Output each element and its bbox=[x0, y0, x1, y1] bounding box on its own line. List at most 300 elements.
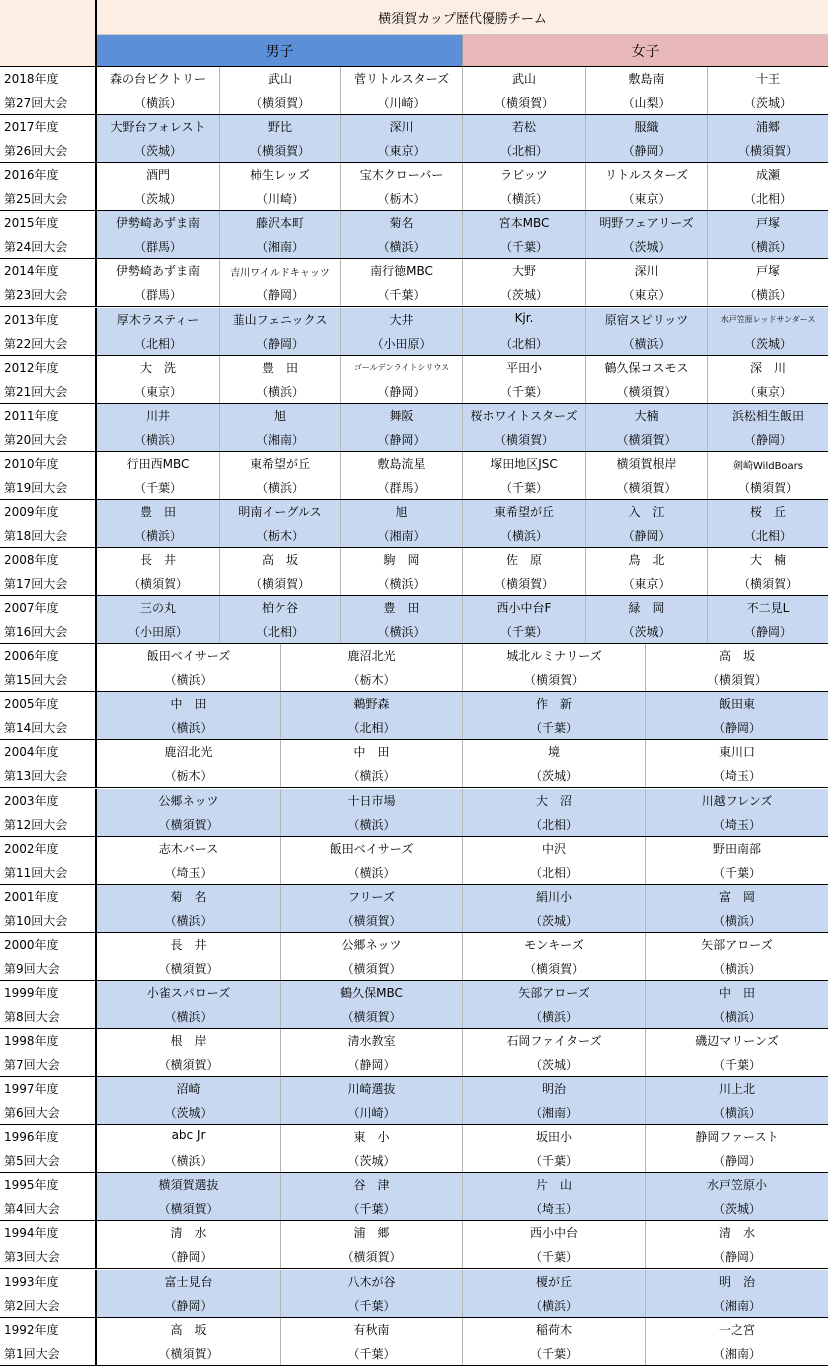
team-cell[interactable] bbox=[97, 259, 220, 306]
team-cell[interactable] bbox=[97, 789, 281, 836]
year-label: 1993年度 bbox=[4, 1274, 59, 1289]
team-cell[interactable] bbox=[341, 548, 463, 595]
team-name: 矢部アローズ bbox=[518, 985, 590, 1000]
team-prefecture: （横須賀） bbox=[341, 1250, 402, 1265]
men-header[interactable]: 男子 bbox=[97, 35, 463, 67]
team-cell[interactable] bbox=[463, 163, 586, 210]
team-name: 十日市場 bbox=[347, 793, 396, 808]
round-label: 第24回大会 bbox=[4, 240, 68, 255]
team-prefecture: （横浜） bbox=[377, 577, 426, 591]
year-label-cell[interactable] bbox=[0, 211, 97, 258]
year-label-cell[interactable] bbox=[0, 259, 97, 306]
team-prefecture: （横須賀） bbox=[737, 480, 798, 495]
round-label: 第7回大会 bbox=[4, 1058, 60, 1072]
team-prefecture: （横浜） bbox=[529, 1298, 578, 1313]
team-name: ゴールデンライトシリウス bbox=[353, 362, 450, 372]
team-cell[interactable] bbox=[220, 356, 341, 403]
team-cell[interactable] bbox=[97, 67, 220, 114]
team-cell[interactable] bbox=[463, 933, 646, 980]
team-name: 高 坂 bbox=[261, 553, 298, 567]
team-name: 浦 郷 bbox=[353, 1226, 390, 1241]
team-cell[interactable] bbox=[97, 356, 220, 403]
team-cell[interactable] bbox=[463, 1221, 646, 1268]
year-label-cell[interactable] bbox=[0, 1125, 97, 1172]
year-label-cell[interactable] bbox=[0, 885, 97, 932]
team-prefecture: （茨城） bbox=[133, 192, 182, 207]
team-cell[interactable] bbox=[646, 981, 828, 1028]
round-label: 第5回大会 bbox=[4, 1154, 60, 1169]
table-row bbox=[0, 789, 828, 837]
team-name: 東希望が丘 bbox=[249, 456, 310, 471]
round-label: 第9回大会 bbox=[4, 961, 60, 976]
team-cell[interactable] bbox=[646, 789, 828, 836]
team-prefecture: （栃木） bbox=[255, 528, 304, 543]
team-name: 豊 田 bbox=[383, 601, 420, 616]
team-cell[interactable] bbox=[463, 1125, 646, 1172]
team-cell[interactable] bbox=[281, 1318, 463, 1365]
team-name: 飯田東 bbox=[718, 697, 755, 712]
team-name: 沼崎 bbox=[176, 1082, 201, 1097]
team-prefecture: （静岡） bbox=[377, 432, 426, 447]
table-row bbox=[0, 1221, 828, 1269]
year-label-cell[interactable] bbox=[0, 404, 97, 451]
team-cell[interactable] bbox=[463, 981, 646, 1028]
team-name: 富士見台 bbox=[164, 1274, 213, 1289]
team-cell[interactable] bbox=[463, 67, 586, 114]
team-name: 大野 bbox=[511, 264, 536, 279]
team-name: 清水教室 bbox=[347, 1034, 396, 1048]
year-label-cell[interactable] bbox=[0, 837, 97, 884]
team-cell[interactable] bbox=[463, 500, 586, 547]
team-name: 森の台ビクトリー bbox=[109, 72, 206, 86]
team-cell[interactable] bbox=[97, 1221, 281, 1268]
year-label: 2013年度 bbox=[4, 312, 59, 327]
team-cell[interactable] bbox=[97, 452, 220, 499]
team-cell[interactable] bbox=[220, 211, 341, 258]
team-cell[interactable] bbox=[463, 837, 646, 884]
team-cell[interactable] bbox=[708, 211, 828, 258]
team-name: 清 水 bbox=[170, 1226, 207, 1241]
team-name: 南行徳MBC bbox=[370, 264, 433, 279]
team-cell[interactable] bbox=[341, 211, 463, 258]
team-cell[interactable] bbox=[708, 500, 828, 547]
team-cell[interactable] bbox=[281, 933, 463, 980]
table-row bbox=[0, 1173, 828, 1221]
team-prefecture: （千葉） bbox=[499, 384, 548, 399]
team-cell[interactable] bbox=[341, 115, 463, 162]
team-cell[interactable] bbox=[220, 115, 341, 162]
table-row bbox=[0, 163, 828, 211]
team-cell[interactable] bbox=[646, 1077, 828, 1124]
round-label: 第19回大会 bbox=[4, 480, 68, 495]
year-label-cell[interactable] bbox=[0, 692, 97, 739]
team-name: 服織 bbox=[634, 120, 659, 135]
year-label-cell[interactable] bbox=[0, 1077, 97, 1124]
team-cell[interactable] bbox=[708, 404, 828, 451]
team-prefecture: （埼玉） bbox=[529, 1202, 578, 1217]
table-row bbox=[0, 837, 828, 885]
team-cell[interactable] bbox=[708, 452, 828, 499]
team-prefecture: （茨城） bbox=[622, 625, 671, 640]
team-cell[interactable] bbox=[281, 644, 463, 691]
team-name: 三の丸 bbox=[139, 601, 176, 616]
team-prefecture: （横須賀） bbox=[493, 577, 554, 591]
table-title[interactable]: 横須賀カップ歴代優勝チーム bbox=[97, 0, 828, 35]
team-cell[interactable] bbox=[97, 1029, 281, 1076]
round-label: 第1回大会 bbox=[4, 1346, 60, 1361]
team-cell[interactable] bbox=[97, 211, 220, 258]
team-cell[interactable] bbox=[586, 67, 708, 114]
round-label: 第10回大会 bbox=[4, 913, 68, 928]
team-cell[interactable] bbox=[646, 933, 828, 980]
team-cell[interactable] bbox=[97, 500, 220, 547]
team-prefecture: （茨城） bbox=[529, 913, 578, 928]
team-cell[interactable] bbox=[97, 1270, 281, 1317]
table-row bbox=[0, 644, 828, 692]
team-name: 境 bbox=[547, 745, 560, 760]
team-prefecture: （千葉） bbox=[499, 240, 548, 255]
team-cell[interactable] bbox=[463, 115, 586, 162]
team-cell[interactable] bbox=[708, 356, 828, 403]
team-cell[interactable] bbox=[646, 692, 828, 739]
team-prefecture: （静岡） bbox=[622, 144, 671, 159]
year-label-cell[interactable] bbox=[0, 548, 97, 595]
year-label-cell[interactable] bbox=[0, 500, 97, 547]
team-prefecture: （茨城） bbox=[743, 96, 792, 110]
team-prefecture: （横須賀） bbox=[493, 432, 554, 447]
team-prefecture: （北相） bbox=[499, 336, 548, 351]
team-name: 川越フレンズ bbox=[701, 793, 773, 808]
team-cell[interactable] bbox=[97, 548, 220, 595]
team-cell[interactable] bbox=[281, 837, 463, 884]
team-prefecture: （千葉） bbox=[529, 1250, 578, 1265]
team-name: 榎が丘 bbox=[535, 1274, 572, 1289]
team-cell[interactable] bbox=[463, 692, 646, 739]
team-cell[interactable] bbox=[281, 1173, 463, 1220]
team-prefecture: （横須賀） bbox=[616, 432, 677, 447]
team-prefecture: （山梨） bbox=[622, 96, 671, 110]
team-cell[interactable] bbox=[97, 885, 281, 932]
team-name: 川上北 bbox=[718, 1082, 755, 1097]
team-name: 大 楠 bbox=[749, 553, 786, 567]
team-cell[interactable] bbox=[97, 644, 281, 691]
year-label-cell[interactable] bbox=[0, 163, 97, 210]
team-cell[interactable] bbox=[97, 933, 281, 980]
team-prefecture: （横浜） bbox=[529, 1009, 578, 1024]
team-name: 中 田 bbox=[170, 697, 207, 712]
team-cell[interactable] bbox=[341, 259, 463, 306]
team-cell[interactable] bbox=[463, 789, 646, 836]
year-label: 1994年度 bbox=[4, 1226, 59, 1241]
team-prefecture: （静岡） bbox=[622, 528, 671, 543]
team-cell[interactable] bbox=[646, 1029, 828, 1076]
team-name: 稲荷木 bbox=[535, 1322, 572, 1337]
team-prefecture: （横浜） bbox=[622, 336, 671, 351]
team-prefecture: （静岡） bbox=[712, 1154, 761, 1169]
year-label: 2014年度 bbox=[4, 264, 59, 279]
table-row bbox=[0, 1029, 828, 1077]
team-cell[interactable] bbox=[281, 1221, 463, 1268]
team-prefecture: （群馬） bbox=[133, 240, 182, 255]
team-cell[interactable] bbox=[463, 356, 586, 403]
team-prefecture: （横浜） bbox=[499, 528, 548, 543]
team-cell[interactable] bbox=[97, 1125, 281, 1172]
team-cell[interactable] bbox=[463, 452, 586, 499]
team-name: 鹿沼北光 bbox=[347, 649, 396, 664]
team-cell[interactable] bbox=[97, 115, 220, 162]
team-name: 藤沢本町 bbox=[255, 216, 304, 231]
team-cell[interactable] bbox=[646, 837, 828, 884]
team-prefecture: （千葉） bbox=[347, 1202, 396, 1217]
team-prefecture: （東京） bbox=[377, 144, 426, 159]
team-cell[interactable] bbox=[463, 644, 646, 691]
team-cell[interactable] bbox=[220, 452, 341, 499]
team-cell[interactable] bbox=[341, 67, 463, 114]
team-cell[interactable] bbox=[220, 404, 341, 451]
team-cell[interactable] bbox=[97, 981, 281, 1028]
team-name: 柿生レッズ bbox=[250, 168, 310, 183]
round-label: 第16回大会 bbox=[4, 625, 68, 640]
team-cell[interactable] bbox=[341, 596, 463, 643]
year-label-cell[interactable] bbox=[0, 308, 97, 355]
team-name: 公郷ネッツ bbox=[158, 793, 219, 808]
team-cell[interactable] bbox=[97, 404, 220, 451]
team-prefecture: （茨城） bbox=[347, 1154, 396, 1169]
team-prefecture: （千葉） bbox=[377, 288, 426, 303]
team-name: 水戸笠原小 bbox=[706, 1178, 767, 1193]
year-label-cell[interactable] bbox=[0, 740, 97, 787]
team-name: 舞阪 bbox=[389, 408, 414, 423]
team-cell[interactable] bbox=[646, 740, 828, 787]
team-name: 鵜野森 bbox=[353, 697, 390, 712]
year-label: 1997年度 bbox=[4, 1082, 59, 1097]
year-label: 2007年度 bbox=[4, 601, 59, 616]
team-name: 中 田 bbox=[353, 745, 390, 760]
team-cell[interactable] bbox=[586, 452, 708, 499]
team-name: 根 岸 bbox=[170, 1034, 207, 1048]
team-prefecture: （北相） bbox=[529, 865, 578, 880]
table-row bbox=[0, 1318, 828, 1366]
team-cell[interactable] bbox=[463, 308, 586, 355]
year-label-cell[interactable] bbox=[0, 356, 97, 403]
team-cell[interactable] bbox=[220, 548, 341, 595]
team-cell[interactable] bbox=[341, 500, 463, 547]
team-prefecture: （横須賀） bbox=[523, 673, 584, 688]
team-cell[interactable] bbox=[97, 837, 281, 884]
team-cell[interactable] bbox=[281, 789, 463, 836]
team-cell[interactable] bbox=[586, 211, 708, 258]
team-cell[interactable] bbox=[646, 1125, 828, 1172]
year-label-cell[interactable] bbox=[0, 1221, 97, 1268]
team-cell[interactable] bbox=[708, 548, 828, 595]
team-prefecture: （茨城） bbox=[499, 288, 548, 303]
team-prefecture: （横浜） bbox=[133, 96, 182, 110]
team-cell[interactable] bbox=[220, 163, 341, 210]
team-cell[interactable] bbox=[220, 67, 341, 114]
team-cell[interactable] bbox=[97, 740, 281, 787]
team-cell[interactable] bbox=[646, 1173, 828, 1220]
team-name: 飯田ベイサーズ bbox=[146, 649, 231, 664]
team-cell[interactable] bbox=[646, 644, 828, 691]
women-header[interactable]: 女子 bbox=[463, 35, 828, 67]
year-label-cell[interactable] bbox=[0, 981, 97, 1028]
year-label: 2016年度 bbox=[4, 168, 59, 183]
team-cell[interactable] bbox=[220, 259, 341, 306]
team-prefecture: （茨城） bbox=[712, 1202, 761, 1217]
team-name: 武山 bbox=[267, 72, 292, 86]
team-cell[interactable] bbox=[708, 67, 828, 114]
team-cell[interactable] bbox=[708, 259, 828, 306]
team-cell[interactable] bbox=[281, 1270, 463, 1317]
team-prefecture: （群馬） bbox=[133, 288, 182, 303]
team-prefecture: （横浜） bbox=[499, 192, 548, 207]
team-prefecture: （北相） bbox=[499, 144, 548, 159]
team-name: 柏ケ谷 bbox=[261, 601, 298, 616]
team-name: 菊名 bbox=[389, 216, 414, 231]
year-label: 2018年度 bbox=[4, 72, 59, 86]
team-cell[interactable] bbox=[463, 885, 646, 932]
team-cell[interactable] bbox=[281, 1029, 463, 1076]
team-name: リトルスターズ bbox=[604, 168, 689, 183]
year-label-cell[interactable] bbox=[0, 1270, 97, 1317]
team-cell[interactable] bbox=[708, 596, 828, 643]
team-cell[interactable] bbox=[463, 1318, 646, 1365]
table-row bbox=[0, 1270, 828, 1318]
team-name: 十王 bbox=[755, 72, 780, 86]
team-cell[interactable] bbox=[281, 1125, 463, 1172]
team-cell[interactable] bbox=[97, 596, 220, 643]
team-cell[interactable] bbox=[586, 548, 708, 595]
team-cell[interactable] bbox=[463, 1029, 646, 1076]
team-name: 小雀スパローズ bbox=[146, 985, 231, 1000]
team-cell[interactable] bbox=[708, 163, 828, 210]
team-cell[interactable] bbox=[341, 163, 463, 210]
team-name: 桜 丘 bbox=[749, 504, 786, 519]
team-cell[interactable] bbox=[463, 259, 586, 306]
team-cell[interactable] bbox=[97, 308, 220, 355]
team-cell[interactable] bbox=[281, 981, 463, 1028]
team-name: 絹川小 bbox=[535, 889, 572, 904]
team-name: 明野フェアリーズ bbox=[599, 216, 694, 231]
year-label: 2009年度 bbox=[4, 504, 59, 519]
team-cell[interactable] bbox=[97, 692, 281, 739]
team-name: 剣崎WildBoars bbox=[733, 460, 803, 472]
team-cell[interactable] bbox=[281, 1077, 463, 1124]
team-name: 磯辺マリーンズ bbox=[695, 1034, 779, 1048]
year-label-cell[interactable] bbox=[0, 1029, 97, 1076]
team-name: 有秋南 bbox=[353, 1322, 390, 1337]
team-prefecture: （北相） bbox=[133, 336, 182, 351]
team-prefecture: （横須賀） bbox=[158, 1346, 219, 1361]
team-cell[interactable] bbox=[586, 596, 708, 643]
team-cell[interactable] bbox=[341, 452, 463, 499]
table-row bbox=[0, 404, 828, 452]
team-prefecture: （横浜） bbox=[164, 1154, 213, 1169]
year-label-cell[interactable] bbox=[0, 67, 97, 114]
team-cell[interactable] bbox=[220, 596, 341, 643]
team-name: 戸塚 bbox=[755, 216, 780, 231]
team-name: 大 沼 bbox=[535, 793, 572, 808]
team-prefecture: （東京） bbox=[622, 577, 671, 591]
team-cell[interactable] bbox=[586, 115, 708, 162]
team-name: 入 江 bbox=[628, 504, 665, 519]
team-cell[interactable] bbox=[281, 885, 463, 932]
team-cell[interactable] bbox=[646, 1270, 828, 1317]
team-cell[interactable] bbox=[463, 596, 586, 643]
team-cell[interactable] bbox=[281, 740, 463, 787]
team-prefecture: （栃木） bbox=[164, 769, 213, 784]
year-label: 2005年度 bbox=[4, 697, 59, 712]
year-label-cell[interactable] bbox=[0, 1173, 97, 1220]
team-prefecture: （横須賀） bbox=[158, 817, 219, 832]
year-label: 1999年度 bbox=[4, 985, 59, 1000]
team-name: 鳥 北 bbox=[628, 553, 665, 567]
team-prefecture: （小田原） bbox=[127, 625, 188, 640]
team-cell[interactable] bbox=[646, 885, 828, 932]
team-cell[interactable] bbox=[586, 500, 708, 547]
team-cell[interactable] bbox=[341, 308, 463, 355]
team-cell[interactable] bbox=[646, 1318, 828, 1365]
team-name: 東 小 bbox=[353, 1130, 390, 1145]
team-prefecture: （横須賀） bbox=[737, 144, 798, 159]
team-cell[interactable] bbox=[97, 163, 220, 210]
team-cell[interactable] bbox=[97, 1077, 281, 1124]
table-row bbox=[0, 692, 828, 740]
team-cell[interactable] bbox=[646, 1221, 828, 1268]
round-label: 第17回大会 bbox=[4, 577, 68, 591]
team-cell[interactable] bbox=[463, 211, 586, 258]
team-cell[interactable] bbox=[220, 308, 341, 355]
team-prefecture: （北相） bbox=[743, 528, 792, 543]
team-cell[interactable] bbox=[281, 692, 463, 739]
team-cell[interactable] bbox=[341, 356, 463, 403]
year-label-cell[interactable] bbox=[0, 789, 97, 836]
year-label-cell[interactable] bbox=[0, 452, 97, 499]
team-cell[interactable] bbox=[463, 404, 586, 451]
team-prefecture: （千葉） bbox=[347, 1298, 396, 1313]
team-cell[interactable] bbox=[463, 740, 646, 787]
team-cell[interactable] bbox=[586, 308, 708, 355]
team-cell[interactable] bbox=[97, 1318, 281, 1365]
year-label-cell[interactable] bbox=[0, 115, 97, 162]
round-label: 第23回大会 bbox=[4, 288, 68, 303]
team-cell[interactable] bbox=[586, 259, 708, 306]
year-label-cell[interactable] bbox=[0, 644, 97, 691]
team-name: 深 川 bbox=[749, 360, 786, 375]
team-cell[interactable] bbox=[463, 1270, 646, 1317]
team-cell[interactable] bbox=[341, 404, 463, 451]
year-label-cell[interactable] bbox=[0, 1318, 97, 1365]
team-cell[interactable] bbox=[586, 356, 708, 403]
team-cell[interactable] bbox=[586, 404, 708, 451]
team-cell[interactable] bbox=[463, 1173, 646, 1220]
team-prefecture: （千葉） bbox=[712, 865, 761, 880]
year-label-cell[interactable] bbox=[0, 596, 97, 643]
team-name: 鶴久保コスモス bbox=[604, 360, 689, 375]
team-cell[interactable] bbox=[463, 1077, 646, 1124]
team-cell[interactable] bbox=[463, 548, 586, 595]
year-label-cell[interactable] bbox=[0, 933, 97, 980]
team-cell[interactable] bbox=[586, 163, 708, 210]
team-cell[interactable] bbox=[220, 500, 341, 547]
team-cell[interactable] bbox=[97, 1173, 281, 1220]
year-label: 2001年度 bbox=[4, 889, 59, 904]
team-cell[interactable] bbox=[708, 308, 828, 355]
team-prefecture: （千葉） bbox=[529, 1154, 578, 1169]
team-name: 若松 bbox=[511, 120, 536, 135]
corner-cell[interactable] bbox=[0, 0, 97, 67]
team-cell[interactable] bbox=[708, 115, 828, 162]
